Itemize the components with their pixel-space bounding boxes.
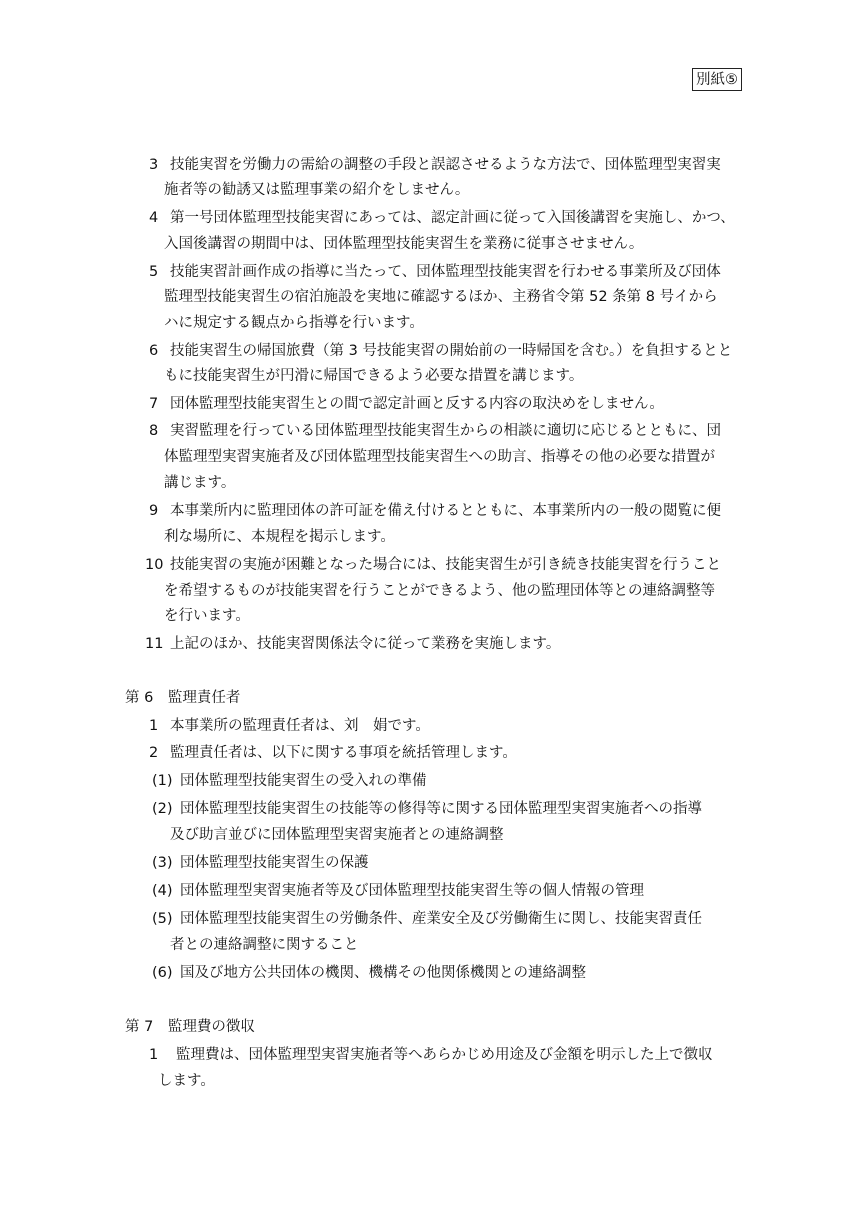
item-line: します。: [158, 1073, 215, 1089]
subitem-line: 団体監理型技能実習生の受入れの準備: [180, 773, 427, 789]
subitem-line: 団体監理型実習実施者等及び団体監理型技能実習生等の個人情報の管理: [180, 883, 644, 899]
subitem-line: 及び助言並びに団体監理型実習実施者との連絡調整: [170, 827, 504, 843]
item-number: 8: [149, 423, 159, 439]
item-line: 入国後講習の期間中は、団体監理型技能実習生を業務に従事させません。: [164, 236, 644, 252]
subitem-number: (5): [152, 911, 173, 927]
item-line: 実習監理を行っている団体監理型技能実習生からの相談に適切に応じるとともに、団: [170, 423, 721, 439]
item-line: 監理責任者は、以下に関する事項を統括管理します。: [170, 745, 517, 761]
item-line: 体監理型実習実施者及び団体監理型技能実習生への助言、指導その他の必要な措置が: [164, 449, 715, 465]
subitem-number: (6): [152, 965, 173, 981]
attachment-label: 別紙⑤: [692, 68, 742, 91]
item-number: 6: [149, 343, 159, 359]
subitem-line: 団体監理型技能実習生の労働条件、産業安全及び労働衛生に関し、技能実習責任: [180, 911, 702, 927]
item-number: 5: [149, 264, 159, 280]
item-line: を希望するものが技能実習を行うことができるよう、他の監理団体等との連絡調整等: [164, 583, 715, 599]
item-number: 3: [149, 157, 159, 173]
item-number: 10: [145, 557, 164, 573]
item-number: 2: [149, 745, 159, 761]
item-line: 監理費は、団体監理型実習実施者等へあらかじめ用途及び金額を明示した上で徴収: [176, 1047, 713, 1063]
item-number: 4: [149, 210, 159, 226]
subitem-number: (3): [152, 855, 173, 871]
item-line: 施者等の勧誘又は監理事業の紹介をしません。: [164, 182, 470, 198]
subitem-line: 国及び地方公共団体の機関、機構その他関係機関との連絡調整: [180, 965, 586, 981]
item-number: 9: [149, 503, 159, 519]
section-heading: 第 6 監理責任者: [125, 690, 241, 706]
subitem-number: (4): [152, 883, 173, 899]
item-number: 1: [149, 718, 159, 734]
subitem-line: 団体監理型技能実習生の保護: [180, 855, 369, 871]
item-line: 監理型技能実習生の宿泊施設を実地に確認するほか、主務省令第 52 条第 8 号イから: [164, 289, 718, 305]
subitem-number: (2): [152, 801, 173, 817]
item-line: 本事業所の監理責任者は、刘 娟です。: [170, 718, 430, 734]
item-number: 7: [149, 396, 159, 412]
item-line: 利な場所に、本規程を掲示します。: [164, 529, 395, 545]
item-line: を行います。: [164, 608, 250, 624]
subitem-line: 者との連絡調整に関すること: [170, 937, 359, 953]
item-line: 本事業所内に監理団体の許可証を備え付けるとともに、本事業所内の一般の閲覧に便: [170, 503, 721, 519]
item-line: 講じます。: [164, 475, 236, 491]
item-line: ハに規定する観点から指導を行います。: [164, 315, 424, 331]
item-number: 1: [149, 1047, 159, 1063]
item-line: 技能実習の実施が困難となった場合には、技能実習生が引き続き技能実習を行うこと: [170, 557, 721, 573]
item-line: 第一号団体監理型技能実習にあっては、認定計画に従って入国後講習を実施し、かつ、: [170, 210, 735, 226]
item-line: 技能実習計画作成の指導に当たって、団体監理型技能実習を行わせる事業所及び団体: [170, 264, 721, 280]
subitem-line: 団体監理型技能実習生の技能等の修得等に関する団体監理型実習実施者への指導: [180, 801, 702, 817]
item-line: 技能実習を労働力の需給の調整の手段と誤認させるような方法で、団体監理型実習実: [170, 157, 721, 173]
item-line: 技能実習生の帰国旅費（第 3 号技能実習の開始前の一時帰国を含む。）を負担するとと: [170, 343, 733, 359]
subitem-number: (1): [152, 773, 173, 789]
item-line: もに技能実習生が円滑に帰国できるよう必要な措置を講じます。: [164, 368, 584, 384]
item-number: 11: [145, 636, 164, 652]
item-line: 上記のほか、技能実習関係法令に従って業務を実施します。: [170, 636, 561, 652]
item-line: 団体監理型技能実習生との間で認定計画と反する内容の取決めをしません。: [170, 396, 664, 412]
section-heading: 第 7 監理費の徴収: [125, 1019, 255, 1035]
